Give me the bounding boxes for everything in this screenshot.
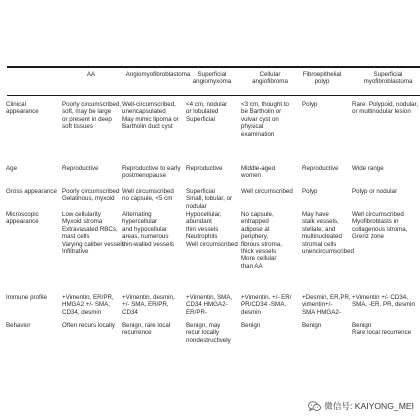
table-cell	[186, 322, 231, 344]
row-label-text: Microscopic	[6, 211, 39, 218]
cell-text: abundant	[186, 218, 212, 226]
table-cell	[62, 294, 114, 316]
cell-text: +Vimentin, SMA,	[186, 294, 233, 301]
cell-text: areas, numerous	[122, 233, 169, 241]
table-cell	[186, 165, 222, 172]
cell-text: examination	[241, 130, 275, 138]
cell-text: SMA HMGA2-	[302, 308, 341, 316]
cell-text: entrapped	[241, 218, 269, 226]
cell-text: <3 cm, thought to	[241, 101, 289, 108]
table-cell	[186, 294, 232, 316]
cell-text: mast cells	[62, 233, 90, 241]
cell-text: Polyp	[302, 188, 318, 195]
cell-text: Myxoid stroma	[62, 218, 103, 226]
cell-text: Well circumscribed	[186, 240, 238, 248]
cell-text: vimentin+/-	[302, 301, 333, 309]
row-label	[6, 294, 61, 301]
header-text: Cellular	[259, 71, 281, 78]
cell-text: Poorly circumscribed	[62, 188, 120, 195]
cell-text: multinucleated	[302, 233, 342, 241]
cell-text: No capsule,	[241, 211, 274, 218]
cell-text: Infiltrative	[62, 248, 89, 256]
row-label-text: Behavior	[6, 322, 31, 329]
row-label-text: Clinical	[6, 101, 26, 108]
column-header	[245, 71, 295, 86]
row-label	[6, 165, 61, 172]
table-cell	[122, 294, 175, 316]
cell-text: Extravasated RBCs,	[62, 225, 118, 233]
cell-text: HMGA2 +/- SMA,	[62, 301, 110, 309]
table-cell	[352, 165, 384, 172]
cell-text: Grenz zone	[352, 233, 384, 241]
table-cell	[352, 211, 407, 241]
cell-text: Rare local recurrence	[352, 329, 412, 337]
table-cell	[62, 188, 119, 203]
row-label-text: appearance	[6, 108, 39, 116]
cell-text: CD34 HMGA2-	[186, 301, 228, 309]
cell-text: Superficial	[186, 188, 215, 195]
watermark-text: 微信号: KAIYONG_MEI	[324, 401, 414, 411]
row-label-text: Age	[6, 165, 18, 172]
cell-text: Wide range	[352, 165, 384, 172]
cell-text: soft tissues	[62, 123, 93, 131]
cell-text: Well circumscribed	[122, 188, 174, 195]
cell-text: recur locally	[186, 329, 220, 337]
cell-text: vulvar cyst on	[241, 115, 279, 123]
table-cell	[62, 165, 98, 172]
cell-text: Benign, may	[186, 322, 221, 329]
cell-text: Often recurs locally	[62, 322, 115, 329]
cell-text: Gelatinous, myxoid	[62, 195, 115, 203]
table-top-rule	[7, 66, 420, 68]
watermark	[308, 400, 414, 412]
cell-text: unencapsulated	[122, 108, 166, 116]
table-cell	[122, 322, 170, 337]
header-text: Fibroepithelial	[302, 71, 342, 78]
row-label	[6, 188, 61, 195]
header-text: angiofibroma	[252, 78, 288, 86]
cell-text: +Vimentin +/- CD34,	[352, 294, 408, 301]
cell-text: than AA	[241, 262, 263, 270]
cell-text: nondestructively	[186, 336, 231, 344]
cell-text: Reproductive	[302, 165, 339, 172]
header-text: angiomyxoma	[192, 78, 232, 86]
cell-text: stellate, and	[302, 225, 336, 233]
cell-text: stalk vessels,	[302, 218, 339, 226]
table-cell	[241, 188, 293, 195]
cell-text: thin vessels	[186, 225, 219, 233]
table-cell	[302, 188, 317, 195]
cell-text: PR/CD34 -SMA,	[241, 301, 287, 309]
cell-text: soft, may be large	[62, 108, 112, 116]
cell-text: Small, lobular, or	[186, 195, 233, 203]
table-cell	[241, 294, 291, 316]
cell-text: Benign	[352, 322, 372, 329]
cell-text: Poorly circumscribed,	[62, 101, 122, 108]
cell-text: Well-circumscribed,	[122, 101, 176, 108]
cell-text: desmin	[241, 308, 261, 316]
cell-text: Superficial	[186, 115, 215, 123]
cell-text: nodular	[186, 202, 207, 210]
table-cell	[62, 322, 115, 329]
table-cell	[302, 101, 317, 108]
cell-text: Neutrophils	[186, 233, 218, 241]
table-cell	[186, 211, 238, 248]
cell-text: or present in deep	[62, 115, 112, 123]
table-cell	[302, 322, 321, 329]
table-cell	[122, 101, 179, 131]
cell-text: Reproductive to early	[122, 165, 181, 172]
cell-text: adipose at	[241, 225, 270, 233]
table-cell	[302, 165, 338, 172]
wechat-icon	[308, 401, 321, 412]
cell-text: and hypocellular	[122, 225, 168, 233]
cell-text: unencircumscribed	[302, 248, 354, 256]
cell-text: Bartholin duct cyst	[122, 123, 173, 131]
cell-text: +Desmin, ER,PR,	[302, 294, 351, 301]
cell-text: Well circumscribed	[241, 188, 293, 195]
cell-text: Varying caliber vessels	[62, 240, 125, 248]
cell-text: thin-walled vessels	[122, 240, 174, 248]
row-label	[6, 101, 61, 116]
cell-text: or multinodular lesion	[352, 108, 411, 116]
table-cell	[62, 101, 121, 131]
header-text: Superficial	[373, 71, 403, 78]
header-text: Superficial	[197, 71, 227, 78]
cell-text: Low cellularity	[62, 211, 101, 218]
row-label	[6, 211, 61, 226]
cell-text: May have	[302, 211, 329, 218]
cell-text: Middle-aged	[241, 165, 276, 172]
header-text: myofibroblastoma	[363, 78, 413, 86]
table-cell	[186, 101, 227, 123]
cell-text: Benign, rare local	[122, 322, 171, 329]
cell-text: <4 cm, nodular	[186, 101, 228, 108]
column-header	[123, 71, 193, 78]
header-text: Angiomyofibroblastoma	[125, 71, 191, 78]
cell-text: Reproductive	[186, 165, 223, 172]
cell-text: physical	[241, 123, 264, 131]
table-cell	[241, 101, 289, 138]
row-label-text: Immune profile	[6, 294, 47, 301]
row-label	[6, 322, 61, 329]
cell-text: +/- SMA, ER/PR,	[122, 301, 169, 309]
table-cell	[302, 294, 351, 316]
cell-text: Alternating	[122, 211, 152, 218]
cell-text: Benign	[302, 322, 322, 329]
table-cell	[122, 188, 174, 203]
cell-text: CD34, desmin	[62, 308, 102, 316]
cell-text: +Vimentin, desmin,	[122, 294, 175, 301]
cell-text: Well circumscribed	[352, 211, 404, 218]
column-header	[66, 71, 116, 78]
cell-text: Polyp or nodular	[352, 188, 398, 195]
cell-text: recurrence	[122, 329, 152, 337]
cell-text: Reproductive	[62, 165, 99, 172]
cell-text: be Bartholin or	[241, 108, 282, 116]
cell-text: CD34	[122, 308, 138, 316]
header-text: polyp	[314, 78, 330, 86]
cell-text: Polyp	[302, 101, 318, 108]
cell-text: May mimic lipoma or	[122, 115, 179, 123]
table-cell	[241, 211, 282, 270]
cell-text: +Vimentin, ER/PR,	[62, 294, 114, 301]
table-cell	[241, 322, 260, 329]
cell-text: +Vimentin, +/- ER/	[241, 294, 292, 301]
table-cell	[122, 165, 180, 180]
column-header	[353, 71, 420, 86]
cell-text: Hypocellular,	[186, 211, 222, 218]
cell-text: thick vessels	[241, 248, 277, 256]
cell-text: no capsule, <5 cm	[122, 195, 173, 203]
table-cell	[352, 188, 397, 195]
cell-text: Rare. Polypoid, nodular,	[352, 101, 419, 108]
cell-text: stromal cells	[302, 240, 337, 248]
cell-text: Benign	[241, 322, 261, 329]
cell-text: More cellular	[241, 255, 277, 263]
cell-text: collagenous stroma,	[352, 225, 408, 233]
cell-text: hypercellular	[122, 218, 158, 226]
table-cell	[302, 211, 354, 255]
cell-text: periphery,	[241, 233, 269, 241]
table-cell	[352, 294, 415, 309]
table-cell	[241, 165, 275, 180]
table-header-rule	[7, 95, 420, 96]
cell-text: fibrous stroma,	[241, 240, 282, 248]
column-header	[297, 71, 347, 86]
row-label-text: appearance	[6, 218, 39, 226]
row-label-text: Gross appearance	[6, 188, 57, 195]
table-cell	[352, 101, 418, 116]
table-cell	[186, 188, 232, 210]
cell-text: ER/PR-	[186, 308, 207, 316]
table-cell	[122, 211, 174, 248]
cell-text: postmenopause	[122, 172, 167, 180]
cell-text: women	[241, 172, 261, 180]
header-text: AA	[86, 71, 96, 78]
cell-text: Myofibroblasts in	[352, 218, 399, 226]
cell-text: SMA, -ER, PR, desmin	[352, 301, 415, 309]
cell-text: or lobulated	[186, 108, 219, 116]
table-cell	[352, 322, 411, 337]
table-cell	[62, 211, 125, 255]
column-header	[187, 71, 237, 86]
